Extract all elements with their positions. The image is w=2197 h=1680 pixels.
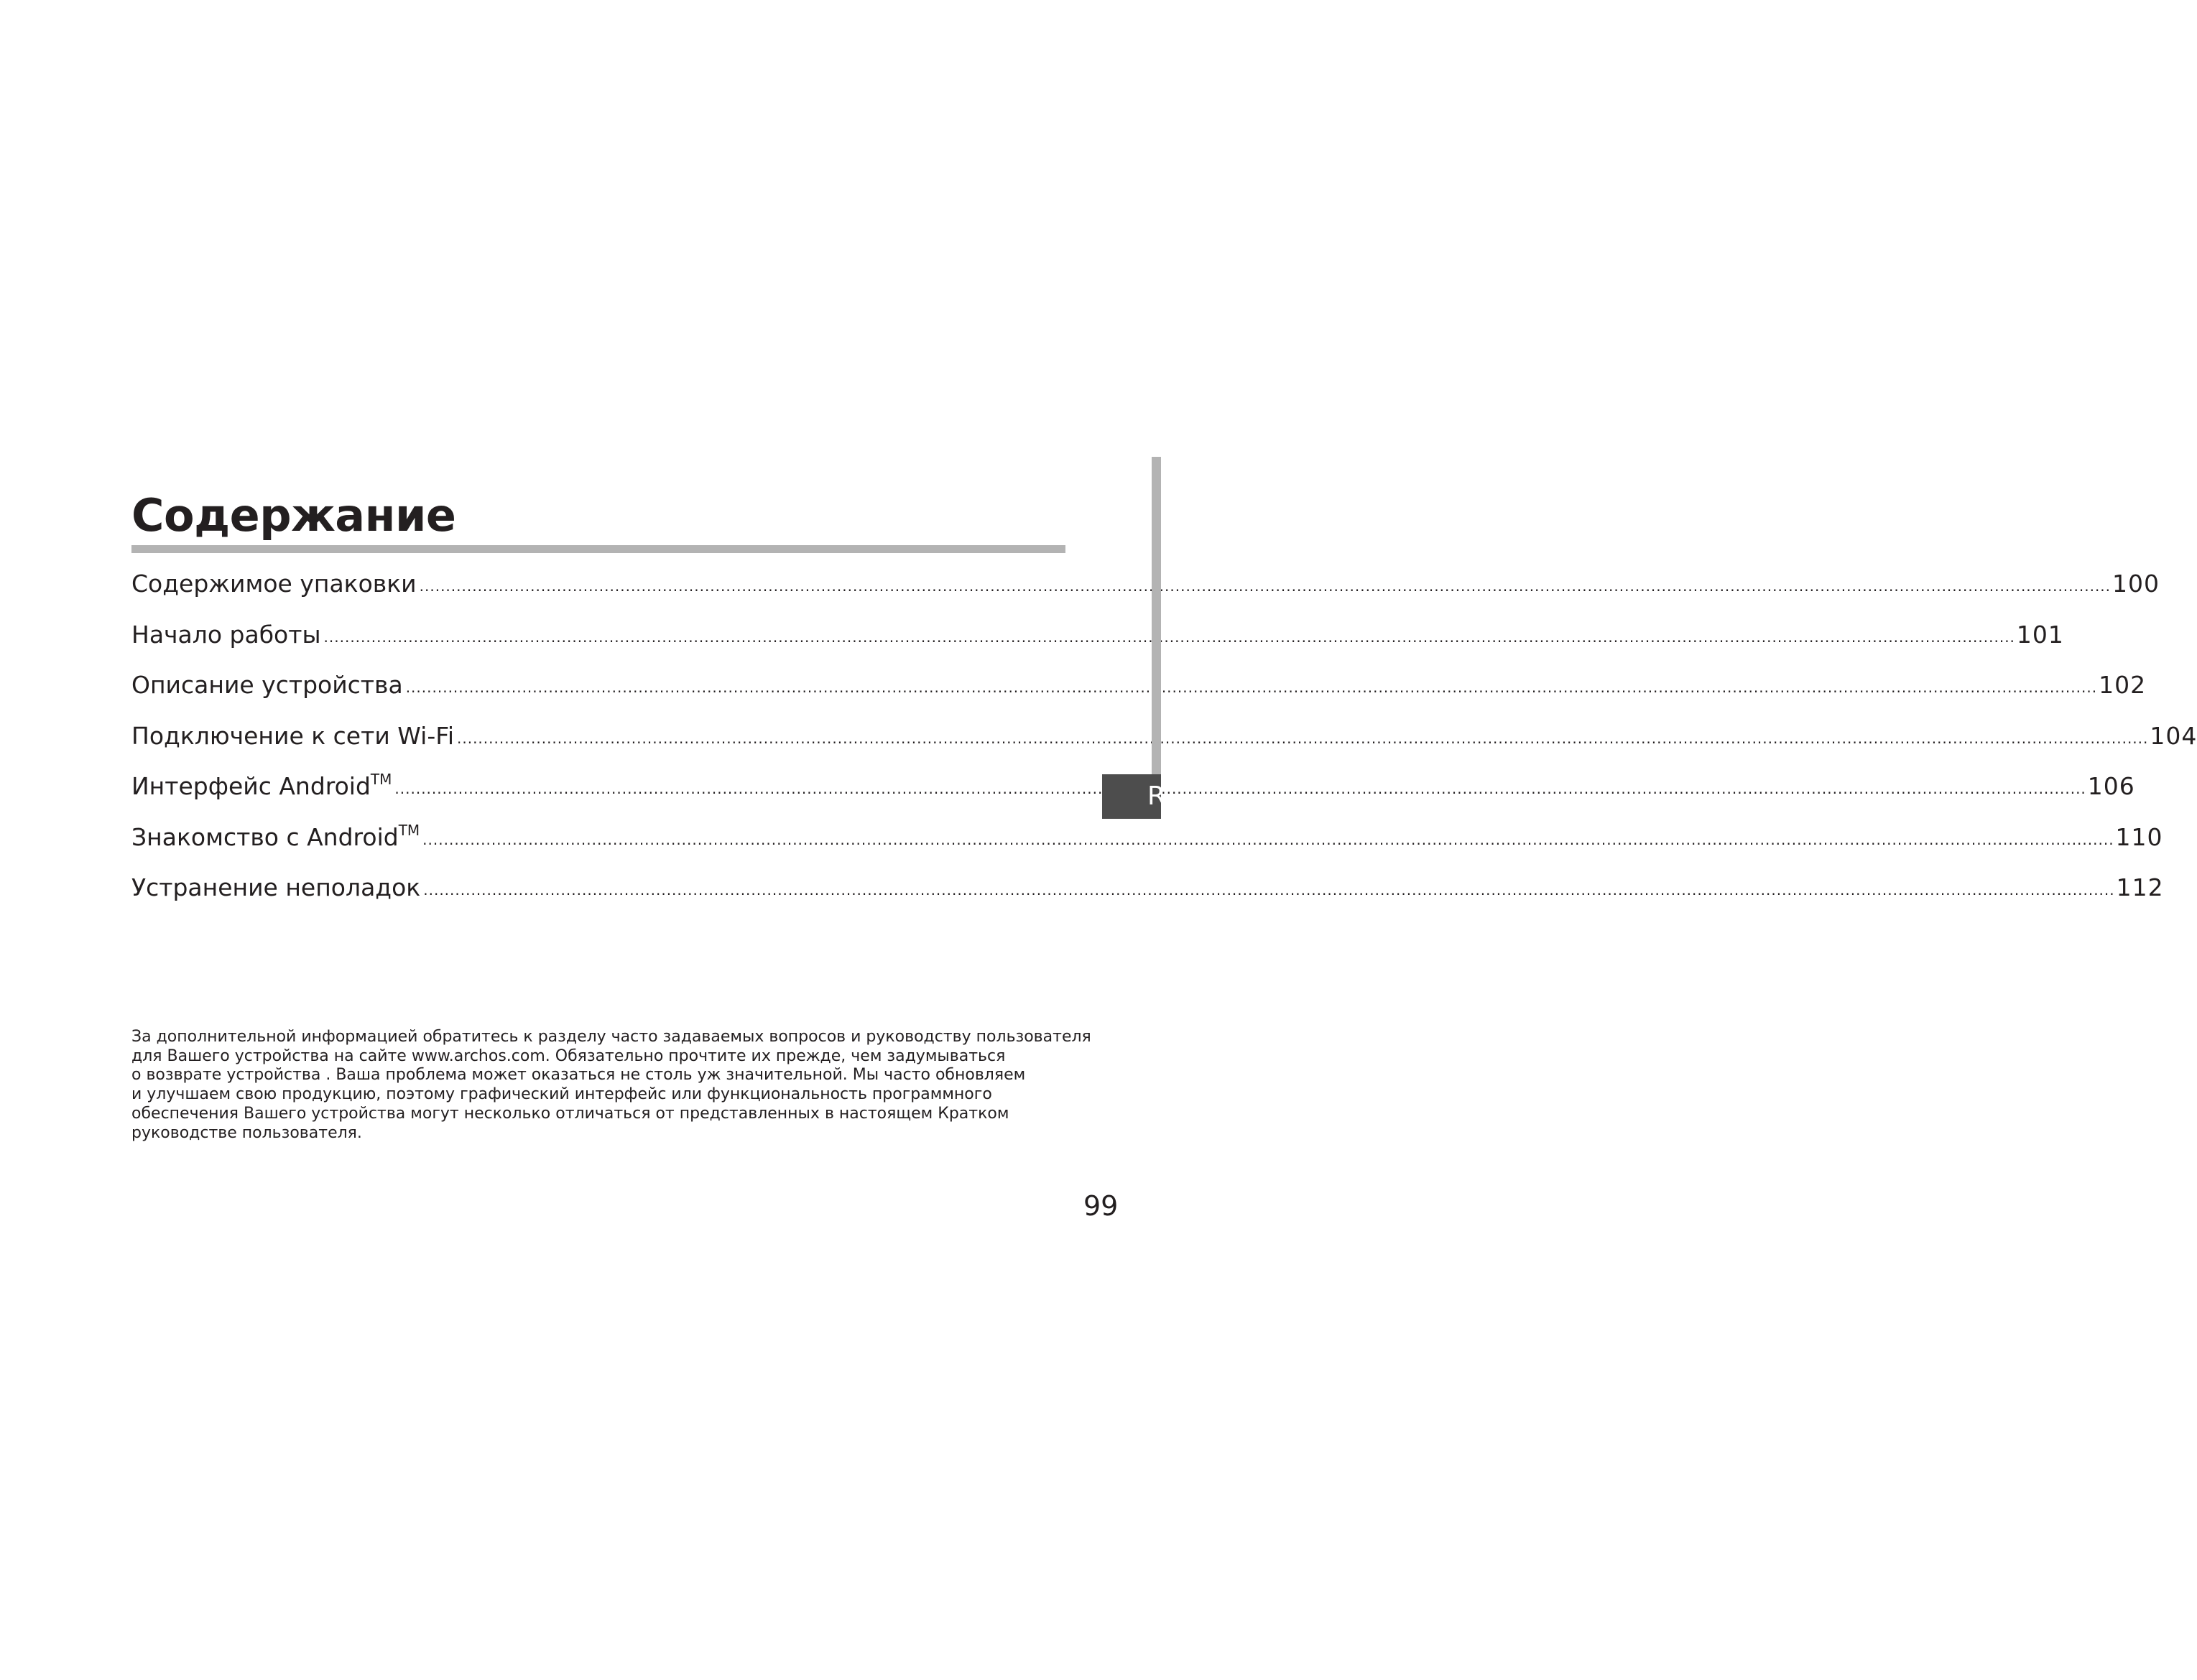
toc-dot-leader	[423, 865, 2114, 915]
info-paragraph-line: о возврате устройства . Ваша проблема может оказаться не столь уж значительной. Мы часто обновляем	[131, 1066, 1026, 1085]
info-paragraph-line: обеспечения Вашего устройства могут несколько отличаться от представленных в настоящем Кратком	[131, 1104, 1009, 1123]
info-paragraph-line: руководстве пользователя.	[131, 1123, 362, 1142]
toc-entry-label: Описание устройства	[131, 671, 403, 699]
toc-dot-leader	[406, 662, 2097, 713]
toc-entry[interactable]	[131, 761, 2135, 812]
toc-entry-page: 100	[2112, 570, 2160, 598]
toc-entry-page: 112	[2116, 873, 2164, 901]
toc-entry[interactable]	[131, 812, 2163, 863]
toc-entry[interactable]	[131, 610, 2064, 661]
toc-entry-page: 104	[2150, 721, 2197, 750]
toc-entry-page: 106	[2087, 772, 2135, 800]
toc-entry-label: Подключение к сети Wi-Fi	[131, 721, 454, 750]
toc-entry-label: Устранение неполадок	[131, 873, 421, 901]
toc-entry-page: 102	[2099, 671, 2147, 699]
toc-dot-leader	[420, 561, 2111, 611]
toc-entry-label: Интерфейс Android™	[131, 771, 392, 800]
toc-entry[interactable]	[131, 559, 2160, 610]
toc-entry-label: Начало работы	[131, 620, 321, 649]
table-of-contents	[131, 559, 2197, 914]
info-paragraph-line: За дополнительной информацией обратитесь к разделу часто задаваемых вопросов и руководству пользователя	[131, 1028, 1091, 1046]
page-title: Содержание	[131, 489, 456, 542]
toc-entry[interactable]	[131, 863, 2164, 914]
side-section-bar	[1152, 457, 1161, 776]
toc-entry[interactable]	[131, 660, 2147, 711]
title-underline	[131, 545, 1065, 553]
info-paragraph-line: для Вашего устройства на сайте www.archos.com. Обязательно прочтите их прежде, чем задумываться	[131, 1046, 1006, 1065]
language-tab	[1102, 774, 1166, 819]
info-paragraph-line: и улучшаем свою продукцию, поэтому графический интерфейс или функциональность программного	[131, 1085, 992, 1104]
page-number: 99	[1083, 1190, 1119, 1222]
language-tab-label: R	[1147, 781, 1166, 811]
toc-entry-page: 110	[2115, 822, 2163, 851]
toc-dot-leader	[457, 713, 2148, 764]
toc-entry-page: 101	[2016, 620, 2064, 649]
info-paragraph	[131, 1028, 1091, 1143]
toc-entry-label: Содержимое упаковки	[131, 570, 417, 598]
toc-dot-leader	[394, 764, 2086, 814]
toc-dot-leader	[324, 612, 2015, 662]
toc-entry-label: Знакомство с Android™	[131, 821, 420, 851]
toc-dot-leader	[422, 815, 2114, 865]
toc-entry[interactable]	[131, 711, 2197, 762]
